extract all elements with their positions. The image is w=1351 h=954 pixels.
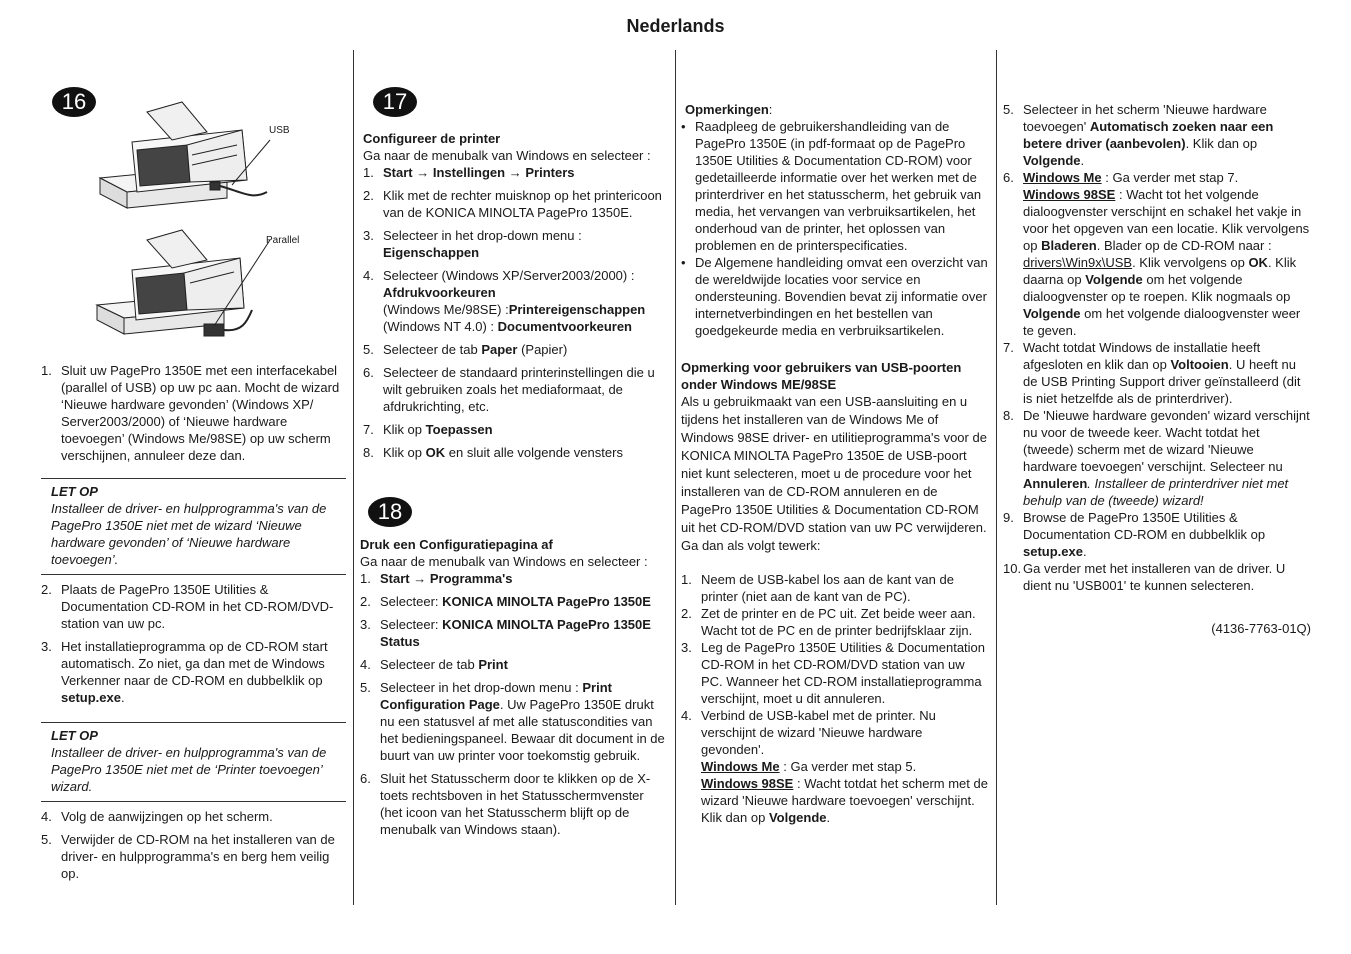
- list-item: 3. Selecteer in het drop-down menu : Eigenschappen: [363, 228, 582, 260]
- step-badge-17: 17: [373, 87, 417, 117]
- step-badge-16: 16: [52, 87, 96, 117]
- list-item: 4. Selecteer de tab Print: [360, 657, 508, 672]
- list-item: 4. Volg de aanwijzingen op het scherm.: [41, 809, 273, 824]
- list-item: 1. Neem de USB-kabel los aan de kant van de printer (niet aan de kant van de PC).: [681, 572, 954, 604]
- page-title: Nederlands: [626, 16, 725, 36]
- list-item: 5. Selecteer de tab Paper (Papier): [363, 342, 568, 357]
- list-item: 5. Selecteer in het scherm 'Nieuwe hardware toevoegen' Automatisch zoeken naar een betere driver (aanbevolen). Klik dan op Volgende.: [1003, 102, 1274, 168]
- column-divider: [675, 50, 676, 905]
- paragraph: Windows 98SE : Wacht tot het volgende dialoogvenster verschijnt en schakel het vakje in voor het opgeven van een locatie. Klik vervolgens op Bladeren. Blader op de CD-ROM naar : drivers\Win9x\USB. Klik vervolgens op OK. Klik daarna op Volgende om het volgende dialoogvenster op te roepen. Klik nogmaals op Volgende om het volgende dialoogvenster weer te geven.: [1023, 187, 1310, 338]
- section-heading: Druk een Configuratiepagina af: [360, 537, 553, 552]
- caution-text: Installeer de driver- en hulpprogramma's van de PagePro 1350E niet met de ‘Printer toevoegen’ wizard.: [51, 745, 327, 794]
- document-number: (4136-7763-01Q): [1211, 621, 1311, 636]
- list-item: 7. Wacht totdat Windows de installatie heeft afgesloten en klik dan op Voltooien. U heeft nu de USB Printing Support driver geïnstalleerd (dit is niet hetzelfde als de printerdriver).: [1003, 340, 1301, 406]
- caution-text: Installeer de driver- en hulpprogramma's van de PagePro 1350E niet met de wizard ‘Nieuwe hardware gevonden’ of ‘Nieuwe hardware toevoegen’.: [51, 501, 327, 567]
- section-intro: Ga naar de menubalk van Windows en selecteer :: [360, 554, 648, 569]
- list-item: 6. Selecteer de standaard printerinstellingen die u wilt gebruiken zoals het mediaformaat, de afdrukrichting, etc.: [363, 365, 655, 414]
- section-heading: Opmerking voor gebruikers van USB-poorten onder Windows ME/98SE: [681, 360, 962, 392]
- step-badge-18: 18: [368, 497, 412, 527]
- list-item: 7. Klik op Toepassen: [363, 422, 493, 437]
- list-item: 1. Start → Instellingen → Printers: [363, 165, 575, 180]
- section-heading: Configureer de printer: [363, 131, 501, 146]
- list-item: 8. De 'Nieuwe hardware gevonden' wizard verschijnt nu voor de tweede keer. Wacht totdat het (tweede) scherm met de wizard 'Nieuwe hardware toevoegen' verschijnt. Selecteer nu Annuleren. Installeer de printerdriver niet met behulp van de (tweede) wizard!: [1003, 408, 1310, 508]
- caution-heading: LET OP: [51, 484, 98, 499]
- notes-heading: Opmerkingen: [685, 102, 769, 117]
- list-item: 3. Selecteer: KONICA MINOLTA PagePro 1350E Status: [360, 617, 651, 649]
- list-item: 2. Klik met de rechter muisknop op het printericoon van de KONICA MINOLTA PagePro 1350E.: [363, 188, 662, 220]
- caution-heading: LET OP: [51, 728, 98, 743]
- list-item: 6. Windows Me : Ga verder met stap 7.: [1003, 170, 1239, 185]
- list-item: 2. Zet de printer en de PC uit. Zet beide weer aan. Wacht tot de PC en de printer bedrijfsklaar zijn.: [681, 606, 976, 638]
- column-divider: [353, 50, 354, 905]
- usb-label: USB: [269, 125, 290, 136]
- list-item: 4. Verbind de USB-kabel met de printer. Nu verschijnt de wizard 'Nieuwe hardware gevonden'. Windows Me : Ga verder met stap 5. Windows 98SE : Wacht totdat het scherm met de wizard 'Nieuwe hardware toevoegen' verschijnt. Klik dan op Volgende.: [681, 708, 988, 825]
- caution-note: [41, 478, 346, 575]
- list-item: 10. Ga verder met het installeren van de driver. U dient nu 'USB001' te kunnen selecteren.: [1003, 561, 1286, 593]
- list-item: 5. Verwijder de CD-ROM na het installeren van de driver- en hulpprogramma's en berg hem veilig op.: [41, 832, 335, 881]
- list-item: 8. Klik op OK en sluit alle volgende vensters: [363, 445, 623, 460]
- list-item: 3. Leg de PagePro 1350E Utilities & Documentation CD-ROM in het CD-ROM/DVD station van uw PC. Wanneer het CD-ROM installatieprogramma verschijnt, moet u dit annuleren.: [681, 640, 986, 706]
- list-item: 5. Selecteer in het drop-down menu : Print Configuration Page. Uw PagePro 1350E drukt nu een statusvel af met alle statuscondities van het bedieningspaneel. Bewaar dit document in de buurt van uw printer voor toekomstig gebruik.: [360, 680, 665, 763]
- list-item: • De Algemene handleiding omvat een overzicht van de wereldwijde locaties voor service en ondersteuning. Bovendien bevat zij informatie over internetverbindingen en het bestellen van goedgekeurde media en verbruiksartikelen.: [681, 254, 989, 339]
- paragraph: Als u gebruikmaakt van een USB-aansluiting en u tijdens het installeren van de Windows Me of Windows 98SE driver- en utilitieprogramma's voor de KONICA MINOLTA PagePro 1350E de USB-poort niet kunt selecteren, moet u de procedure voor het installeren van de CD-ROM annuleren en de PagePro 1350E Utilities & Documentation CD-ROM uit het CD-ROM/DVD station van uw PC verwijderen. Ga dan als volgt tewerk:: [681, 394, 987, 553]
- section-intro: Ga naar de menubalk van Windows en selecteer :: [363, 148, 651, 163]
- list-item: 2. Selecteer: KONICA MINOLTA PagePro 1350E: [360, 594, 651, 609]
- list-item: 4. Selecteer (Windows XP/Server2003/2000) : Afdrukvoorkeuren (Windows Me/98SE) :Printereigenschappen (Windows NT 4.0) : Documentvoorkeuren: [363, 268, 646, 334]
- list-item: 2. Plaats de PagePro 1350E Utilities & Documentation CD-ROM in het CD-ROM/DVD-station van uw pc.: [41, 582, 334, 631]
- list-item: 9. Browse de PagePro 1350E Utilities & Documentation CD-ROM en dubbelklik op setup.exe.: [1003, 510, 1266, 559]
- list-item: 3. Het installatieprogramma op de CD-ROM start automatisch. Zo niet, ga dan met de Windows Verkenner naar de CD-ROM en dubbelklik op setup.exe.: [41, 639, 328, 705]
- list-item: 6. Sluit het Statusscherm door te klikken op de X-toets rechtsboven in het Statusschermvenster (het icoon van het Statusscherm blijft op de menubalk van Windows staan).: [360, 771, 651, 837]
- parallel-label: Parallel: [266, 235, 300, 246]
- caution-note: [41, 722, 346, 802]
- list-item: 1. Start → Programma's: [360, 571, 513, 586]
- list-item: 1. Sluit uw PagePro 1350E met een interfacekabel (parallel of USB) op uw pc aan. Mocht de wizard ‘Nieuwe hardware gevonden’ (Windows XP/ Server2003/2000) of ‘Nieuwe hardware toevoegen’ (Windows Me/98SE) op uw scherm verschijnen, annuleer deze dan.: [41, 363, 340, 463]
- column-divider: [996, 50, 997, 905]
- list-item: • Raadpleeg de gebruikershandleiding van de PagePro 1350E (in pdf-formaat op de PagePro 1350E Utilities & Documentation CD-ROM) voor gedetailleerde informatie over het werken met de printerdriver en het statusscherm, het gebruik van media, het vervangen van verbruiksartikelen, het onderhoud van de printer, het oplossen van problemen en de printerspecificaties.: [681, 118, 989, 254]
